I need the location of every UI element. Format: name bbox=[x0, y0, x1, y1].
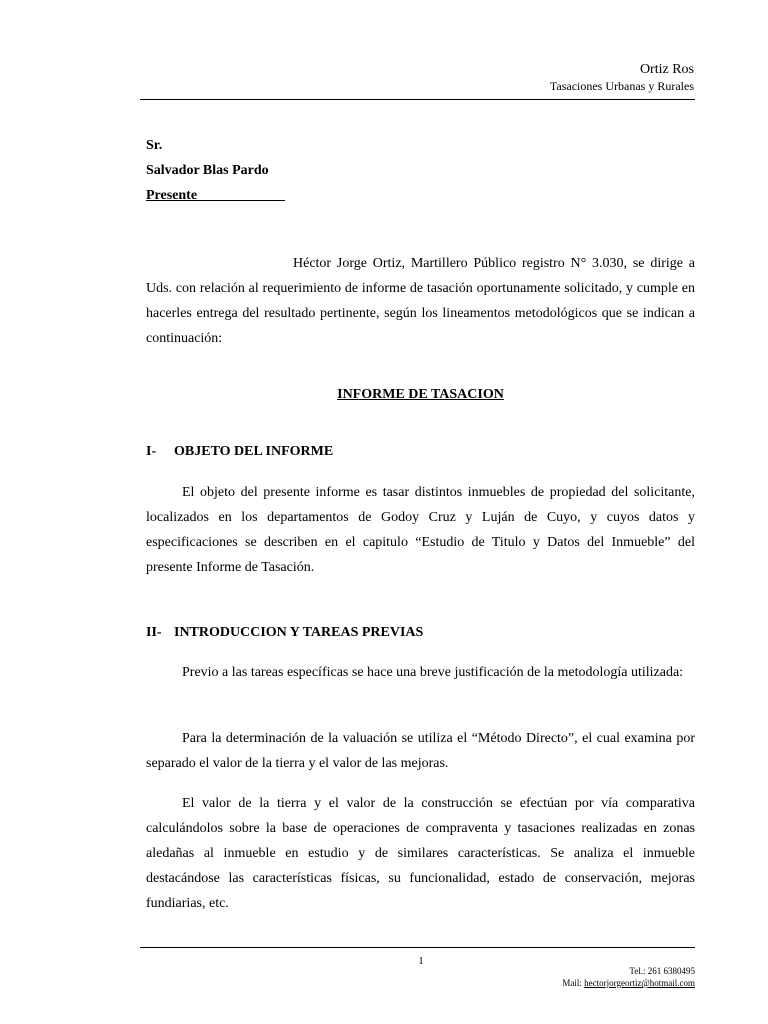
section-2-number: II- bbox=[146, 625, 162, 640]
address-name: Salvador Blas Pardo bbox=[146, 163, 269, 178]
section-2-paragraph-3: El valor de la tierra y el valor de la construcción se efectúan por vía comparativa calculándolos sobre la base de operaciones de compraventa y tasaciones realizadas en zonas aledañas al inmueble en estudio y de similares características. Se analiza el inmueble destacándose las características físicas, su funcionalidad, estado de conservación, mejoras fundiarias, etc. bbox=[146, 796, 695, 911]
section-2-title: INTRODUCCION Y TAREAS PREVIAS bbox=[174, 625, 424, 640]
address-title: Sr. bbox=[146, 138, 163, 153]
section-1-title: OBJETO DEL INFORME bbox=[174, 444, 334, 459]
header-subtitle: Tasaciones Urbanas y Rurales bbox=[549, 79, 694, 93]
header-divider bbox=[140, 99, 695, 100]
footer-divider bbox=[140, 947, 695, 948]
section-1-paragraph: El objeto del presente informe es tasar distintos inmuebles de propiedad del solicitante, localizados en los departamentos de Godoy Cruz y Luján de Cuyo, y cuyos datos y especificaciones se describen en el capitulo “Estudio de Titulo y Datos del Inmueble” del presente Informe de Tasación. bbox=[146, 485, 695, 575]
section-2-paragraph-2: Para la determinación de la valuación se utiliza el “Método Directo”, el cual examina por separado el valor de la tierra y el valor de las mejoras. bbox=[146, 731, 695, 771]
intro-paragraph: Héctor Jorge Ortiz, Martillero Público registro N° 3.030, se dirige a Uds. con relación al requerimiento de informe de tasación oportunamente solicitado, y cumple en hacerles entrega del resultado pertinente, según los lineamentos metodológicos que se indican a continuación: bbox=[146, 256, 695, 346]
footer-tel: Tel.: 261 6380495 bbox=[629, 966, 695, 976]
section-2-paragraph-1: Previo a las tareas específicas se hace una breve justificación de la metodología utilizada: bbox=[182, 665, 684, 680]
footer-mail-link[interactable]: hectorjorgeortiz@hotmail.com bbox=[584, 978, 695, 988]
page-number: 1 bbox=[418, 955, 424, 967]
footer-mail bbox=[562, 978, 695, 988]
footer-mail-label: Mail: bbox=[562, 978, 582, 988]
header-name: Ortiz Ros bbox=[639, 62, 694, 77]
section-1-number: I- bbox=[146, 444, 157, 459]
address-presente: Presente bbox=[146, 188, 198, 203]
report-title: INFORME DE TASACION bbox=[337, 387, 504, 402]
address-separator bbox=[146, 200, 285, 201]
